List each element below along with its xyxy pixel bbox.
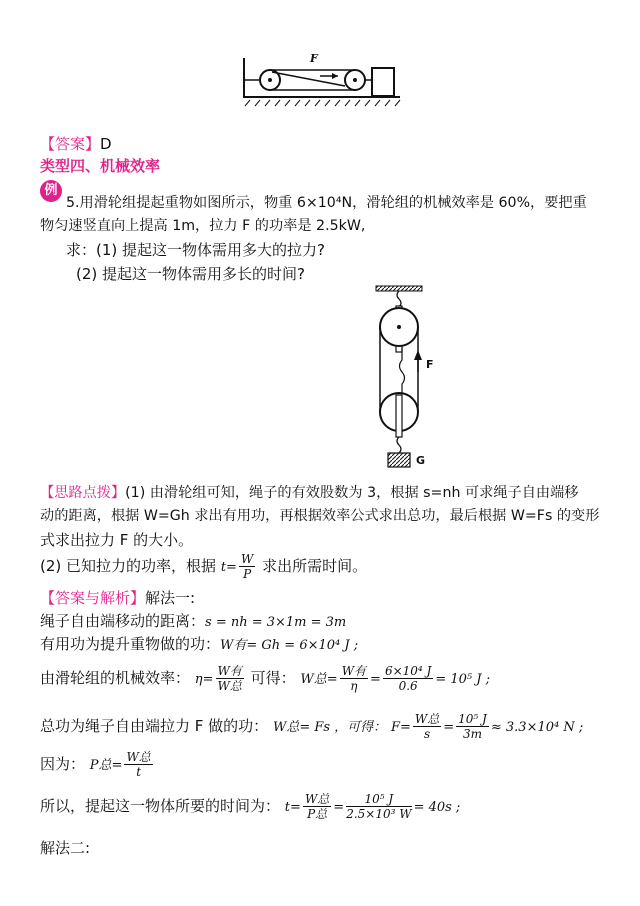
solution-line-4: 总功为绳子自由端拉力 F 做的功： W总= Fs ，可得： F= $\frac{\text{W总}}{s}$ = $\frac{\text{10⁵ J}}{3m}$ ≈ 3.3×10⁴ N ; [40, 712, 584, 741]
answer-value: D [100, 135, 112, 153]
example-badge: 例 [40, 180, 62, 202]
hint-line-1 [40, 483, 578, 503]
weight-label-g: G [416, 454, 426, 467]
hint-line-2: 动的距离，根据 W=Gh 求出有用功，再根据效率公式求出总功，最后根据 W=Fs 的变形 [40, 508, 600, 524]
problem-line-1: 5.用滑轮组提起重物如图所示，物重 6×10⁴N，滑轮组的机械效率是 60%，要把重 [66, 195, 587, 211]
answer-tag: 【答案】 [40, 135, 101, 153]
hint-text-1: (1) 由滑轮组可知，绳子的有效股数为 3，根据 s=nh 可求绳子自由端移 [125, 485, 579, 501]
formula-t: t [220, 560, 227, 575]
solution-header [40, 588, 195, 608]
question-2: (2) 提起这一物体需用多长的时间? [76, 265, 305, 283]
solution-line-1: 绳子自由端移动的距离：s = nh = 3×1m = 3m [40, 612, 347, 630]
solution-line-5: 因为： P总= $\frac{\text{W总}}{t}$ [40, 750, 151, 779]
efficiency-fraction: $\frac{\text{W有}}{\text{W总}}$ [217, 664, 242, 693]
method-1: 解法一: [145, 589, 196, 607]
fraction-w-over-p: $\frac{W}{P}$ [240, 552, 254, 581]
section-title: 类型四、机械效率 [40, 157, 161, 175]
solution-line-3: 由滑轮组的机械效率： η= $\frac{\text{W有}}{\text{W总}}$ 可得： W总= $\frac{\text{W有}}{\eta}$ = $\frac{\text{6×10⁴ J}}{0.6}$ = 10⁵ J ; [40, 664, 490, 693]
hint-text-4a: (2) 已知拉力的功率，根据 [40, 557, 217, 575]
hint-text-4b: 求出所需时间。 [262, 557, 368, 575]
force-label-f: F [310, 52, 318, 65]
solution-line-6: 所以，提起这一物体所要的时间为： t= $\frac{\text{W总}}{\text{P总}}$ = $\frac{\text{10⁵ J}}{\text{2.5×10³ W}}$ = 40s ; [40, 792, 461, 821]
solution-line-2: 有用功为提升重物做的功：W有= Gh = 6×10⁴ J ; [40, 635, 359, 653]
method-2: 解法二: [40, 839, 91, 857]
hint-tag: 【思路点拨】 [40, 485, 126, 501]
force-label-f-vertical: F [426, 358, 434, 371]
question-1: 求：(1) 提起这一物体需用多大的拉力? [66, 241, 325, 259]
solution-tag: 【答案与解析】 [40, 589, 146, 607]
hint-line-3: 式求出拉力 F 的大小。 [40, 531, 194, 549]
problem-line-2: 物匀速竖直向上提高 1m，拉力 F 的功率是 2.5kW, [40, 218, 366, 234]
hint-line-4: (2) 已知拉力的功率，根据 t= $\frac{W}{P}$ 求出所需时间。 [40, 552, 368, 581]
